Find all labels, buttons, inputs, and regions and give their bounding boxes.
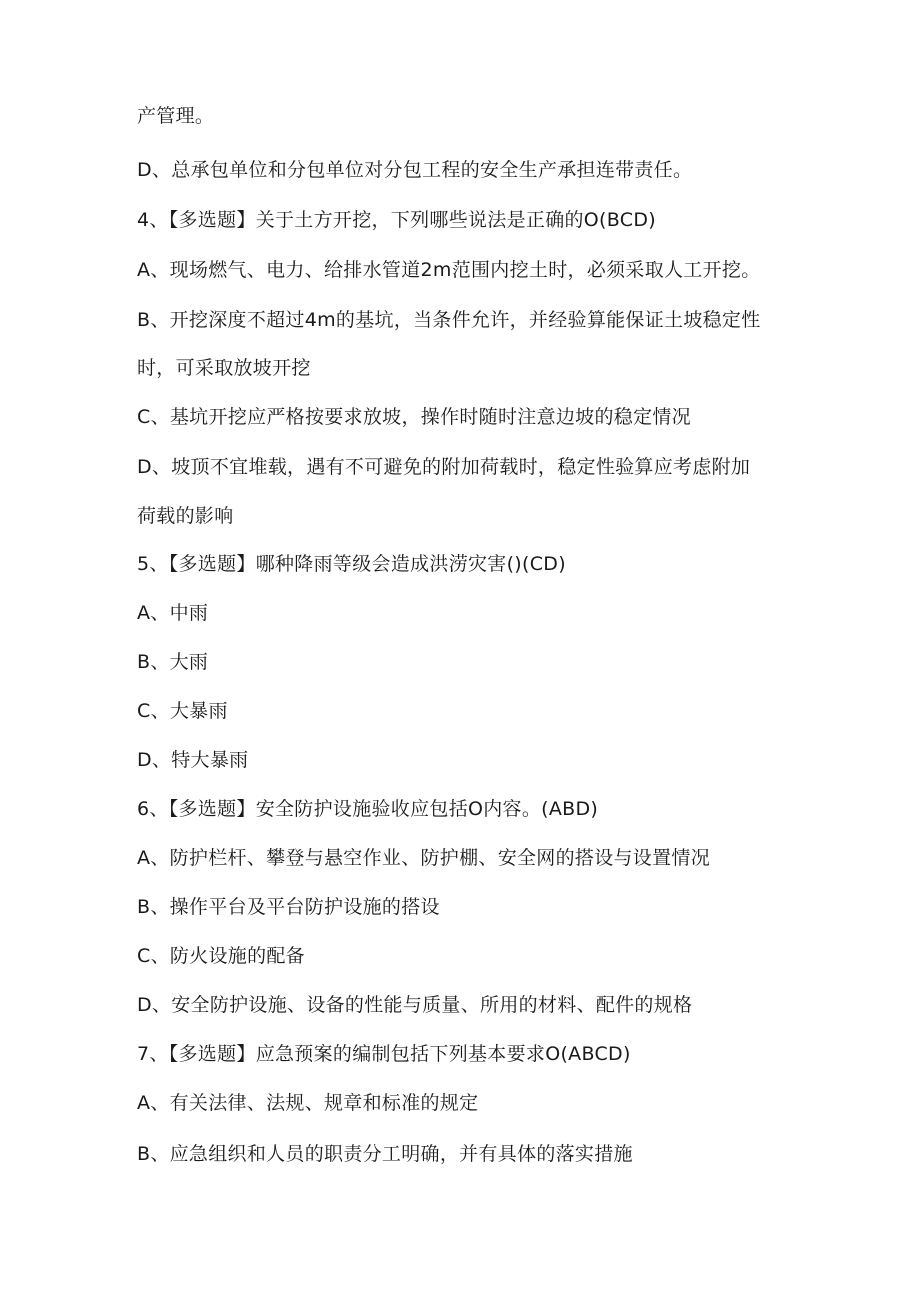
q4-option-d-continuation: 荷载的影响 [137, 505, 234, 527]
q3-option-d: D、总承包单位和分包单位对分包工程的安全生产承担连带责任。 [137, 159, 693, 181]
q4-question: 4、【多选题】关于土方开挖，下列哪些说法是正确的O(BCD) [137, 209, 656, 231]
q5-option-d: D、特大暴雨 [137, 749, 249, 771]
q7-question: 7、【多选题】应急预案的编制包括下列基本要求O(ABCD) [137, 1043, 631, 1065]
q6-question: 6、【多选题】安全防护设施验收应包括O内容。(ABD) [137, 798, 599, 820]
q6-option-d: D、安全防护设施、设备的性能与质量、所用的材料、配件的规格 [137, 994, 693, 1016]
q7-option-b: B、应急组织和人员的职责分工明确，并有具体的落实措施 [137, 1143, 633, 1165]
q6-option-c: C、防火设施的配备 [137, 945, 305, 967]
q5-option-a: A、中雨 [137, 602, 209, 624]
q4-option-a: A、现场燃气、电力、给排水管道2m范围内挖土时，必须采取人工开挖。 [137, 259, 761, 281]
q5-question: 5、【多选题】哪种降雨等级会造成洪涝灾害()(CD) [137, 553, 566, 575]
q6-option-b: B、操作平台及平台防护设施的搭设 [137, 896, 440, 918]
q4-option-b-continuation: 时，可采取放坡开挖 [137, 357, 311, 379]
q4-option-d: D、坡顶不宜堆载，遇有不可避免的附加荷载时，稳定性验算应考虑附加 [137, 456, 751, 478]
q5-option-c: C、大暴雨 [137, 700, 228, 722]
q6-option-a: A、防护栏杆、攀登与悬空作业、防护棚、安全网的搭设与设置情况 [137, 847, 710, 869]
q7-option-a: A、有关法律、法规、规章和标准的规定 [137, 1092, 479, 1114]
q4-option-c: C、基坑开挖应严格按要求放坡，操作时随时注意边坡的稳定情况 [137, 406, 691, 428]
q4-option-b: B、开挖深度不超过4m的基坑，当条件允许，并经验算能保证土坡稳定性 [137, 309, 761, 331]
text-line-continuation: 产管理。 [137, 105, 215, 127]
q5-option-b: B、大雨 [137, 651, 209, 673]
